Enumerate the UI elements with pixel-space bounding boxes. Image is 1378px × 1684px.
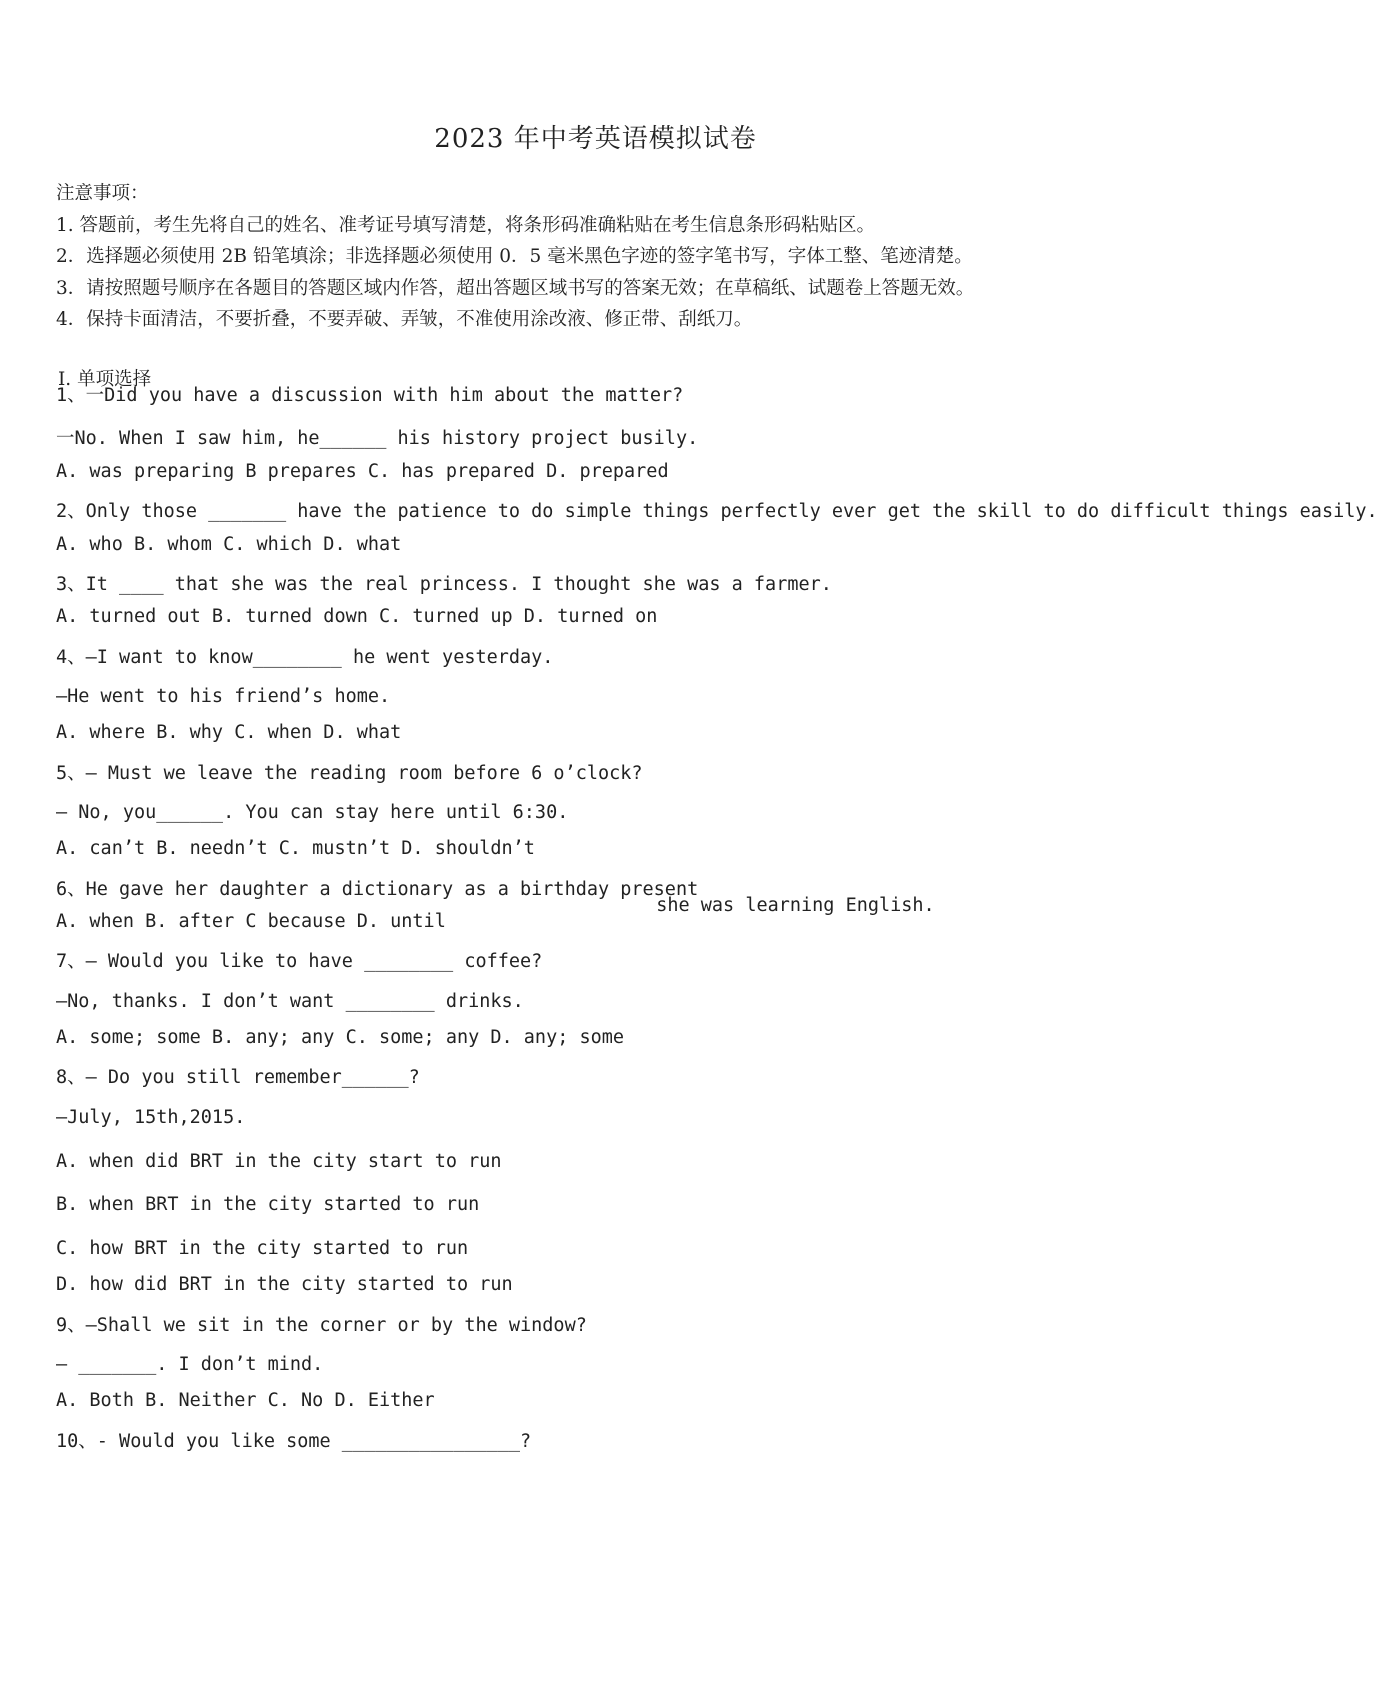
question-5-options: A. can’t B. needn’t C. mustn’t D. shouldn’t (56, 838, 535, 859)
question-6-text-cont: she was learning English. (656, 895, 935, 916)
question-9-reply: — _______. I don’t mind. (56, 1354, 324, 1375)
question-5-reply: — No, you______. You can stay here until 6:30. (56, 802, 569, 823)
question-9: 9、—Shall we sit in the corner or by the window? (56, 1315, 587, 1336)
question-9-options: A. Both B. Neither C. No D. Either (56, 1390, 435, 1411)
question-4-options: A. where B. why C. when D. what (56, 722, 402, 743)
notes-item: 3．请按照题号顺序在各题目的答题区域内作答，超出答题区域书写的答案无效；在草稿纸、试题卷上答题无效。 (56, 277, 975, 299)
question-1: 1、一Did you have a discussion with him about the matter? (56, 385, 684, 406)
notes-item: 4．保持卡面清洁，不要折叠，不要弄破、弄皱，不准使用涂改液、修正带、刮纸刀。 (56, 309, 753, 330)
question-4-reply: —He went to his friend’s home. (56, 686, 391, 707)
question-3: 3、It ____ that she was the real princess. I thought she was a farmer. (56, 574, 832, 595)
question-8-option-c: C. how BRT in the city started to run (56, 1238, 469, 1259)
question-2: 2、Only those _______ have the patience to do simple things perfectly ever get the skill to do difficult things easily. (56, 501, 1378, 522)
notes-item: 2．选择题必须使用 2B 铅笔填涂；非选择题必须使用 0．5 毫米黑色字迹的签字笔书写，字体工整、笔迹清楚。 (56, 246, 973, 267)
question-4: 4、—I want to know________ he went yesterday. (56, 647, 554, 668)
question-8-option-b: B. when BRT in the city started to run (56, 1194, 480, 1215)
notes-section (56, 178, 974, 336)
question-10: 10、- Would you like some ________________? (56, 1431, 532, 1452)
page-title: 2023 年中考英语模拟试卷 (434, 124, 757, 154)
question-2-options: A. who B. whom C. which D. what (56, 534, 402, 555)
question-1-options: A. was preparing B prepares C. has prepared D. prepared (56, 461, 669, 482)
notes-heading: 注意事项： (56, 183, 149, 204)
question-7-options: A. some; some B. any; any C. some; any D. any; some (56, 1027, 625, 1048)
question-3-options: A. turned out B. turned down C. turned up D. turned on (56, 606, 658, 627)
question-6 (56, 875, 935, 916)
question-5: 5、— Must we leave the reading room before 6 o’clock? (56, 763, 643, 784)
question-7: 7、— Would you like to have ________ coffee? (56, 951, 543, 972)
question-6-options: A. when B. after C because D. until (56, 911, 446, 932)
question-7-reply: —No, thanks. I don’t want ________ drinks. (56, 991, 524, 1012)
question-1-reply: 一No. When I saw him, he______ his history project busily. (56, 428, 699, 449)
question-8-reply: —July, 15th,2015. (56, 1107, 246, 1128)
question-6-text: 6、He gave her daughter a dictionary as a birthday present (56, 879, 699, 900)
question-8: 8、— Do you still remember______? (56, 1067, 420, 1088)
question-8-option-a: A. when did BRT in the city start to run (56, 1151, 502, 1172)
question-8-option-d: D. how did BRT in the city started to run (56, 1274, 513, 1295)
notes-item: 1. 答题前，考生先将自己的姓名、准考证号填写清楚，将条形码准确粘贴在考生信息条形码粘贴区。 (56, 214, 876, 236)
section-title: Ⅰ. 单项选择 (58, 369, 152, 390)
